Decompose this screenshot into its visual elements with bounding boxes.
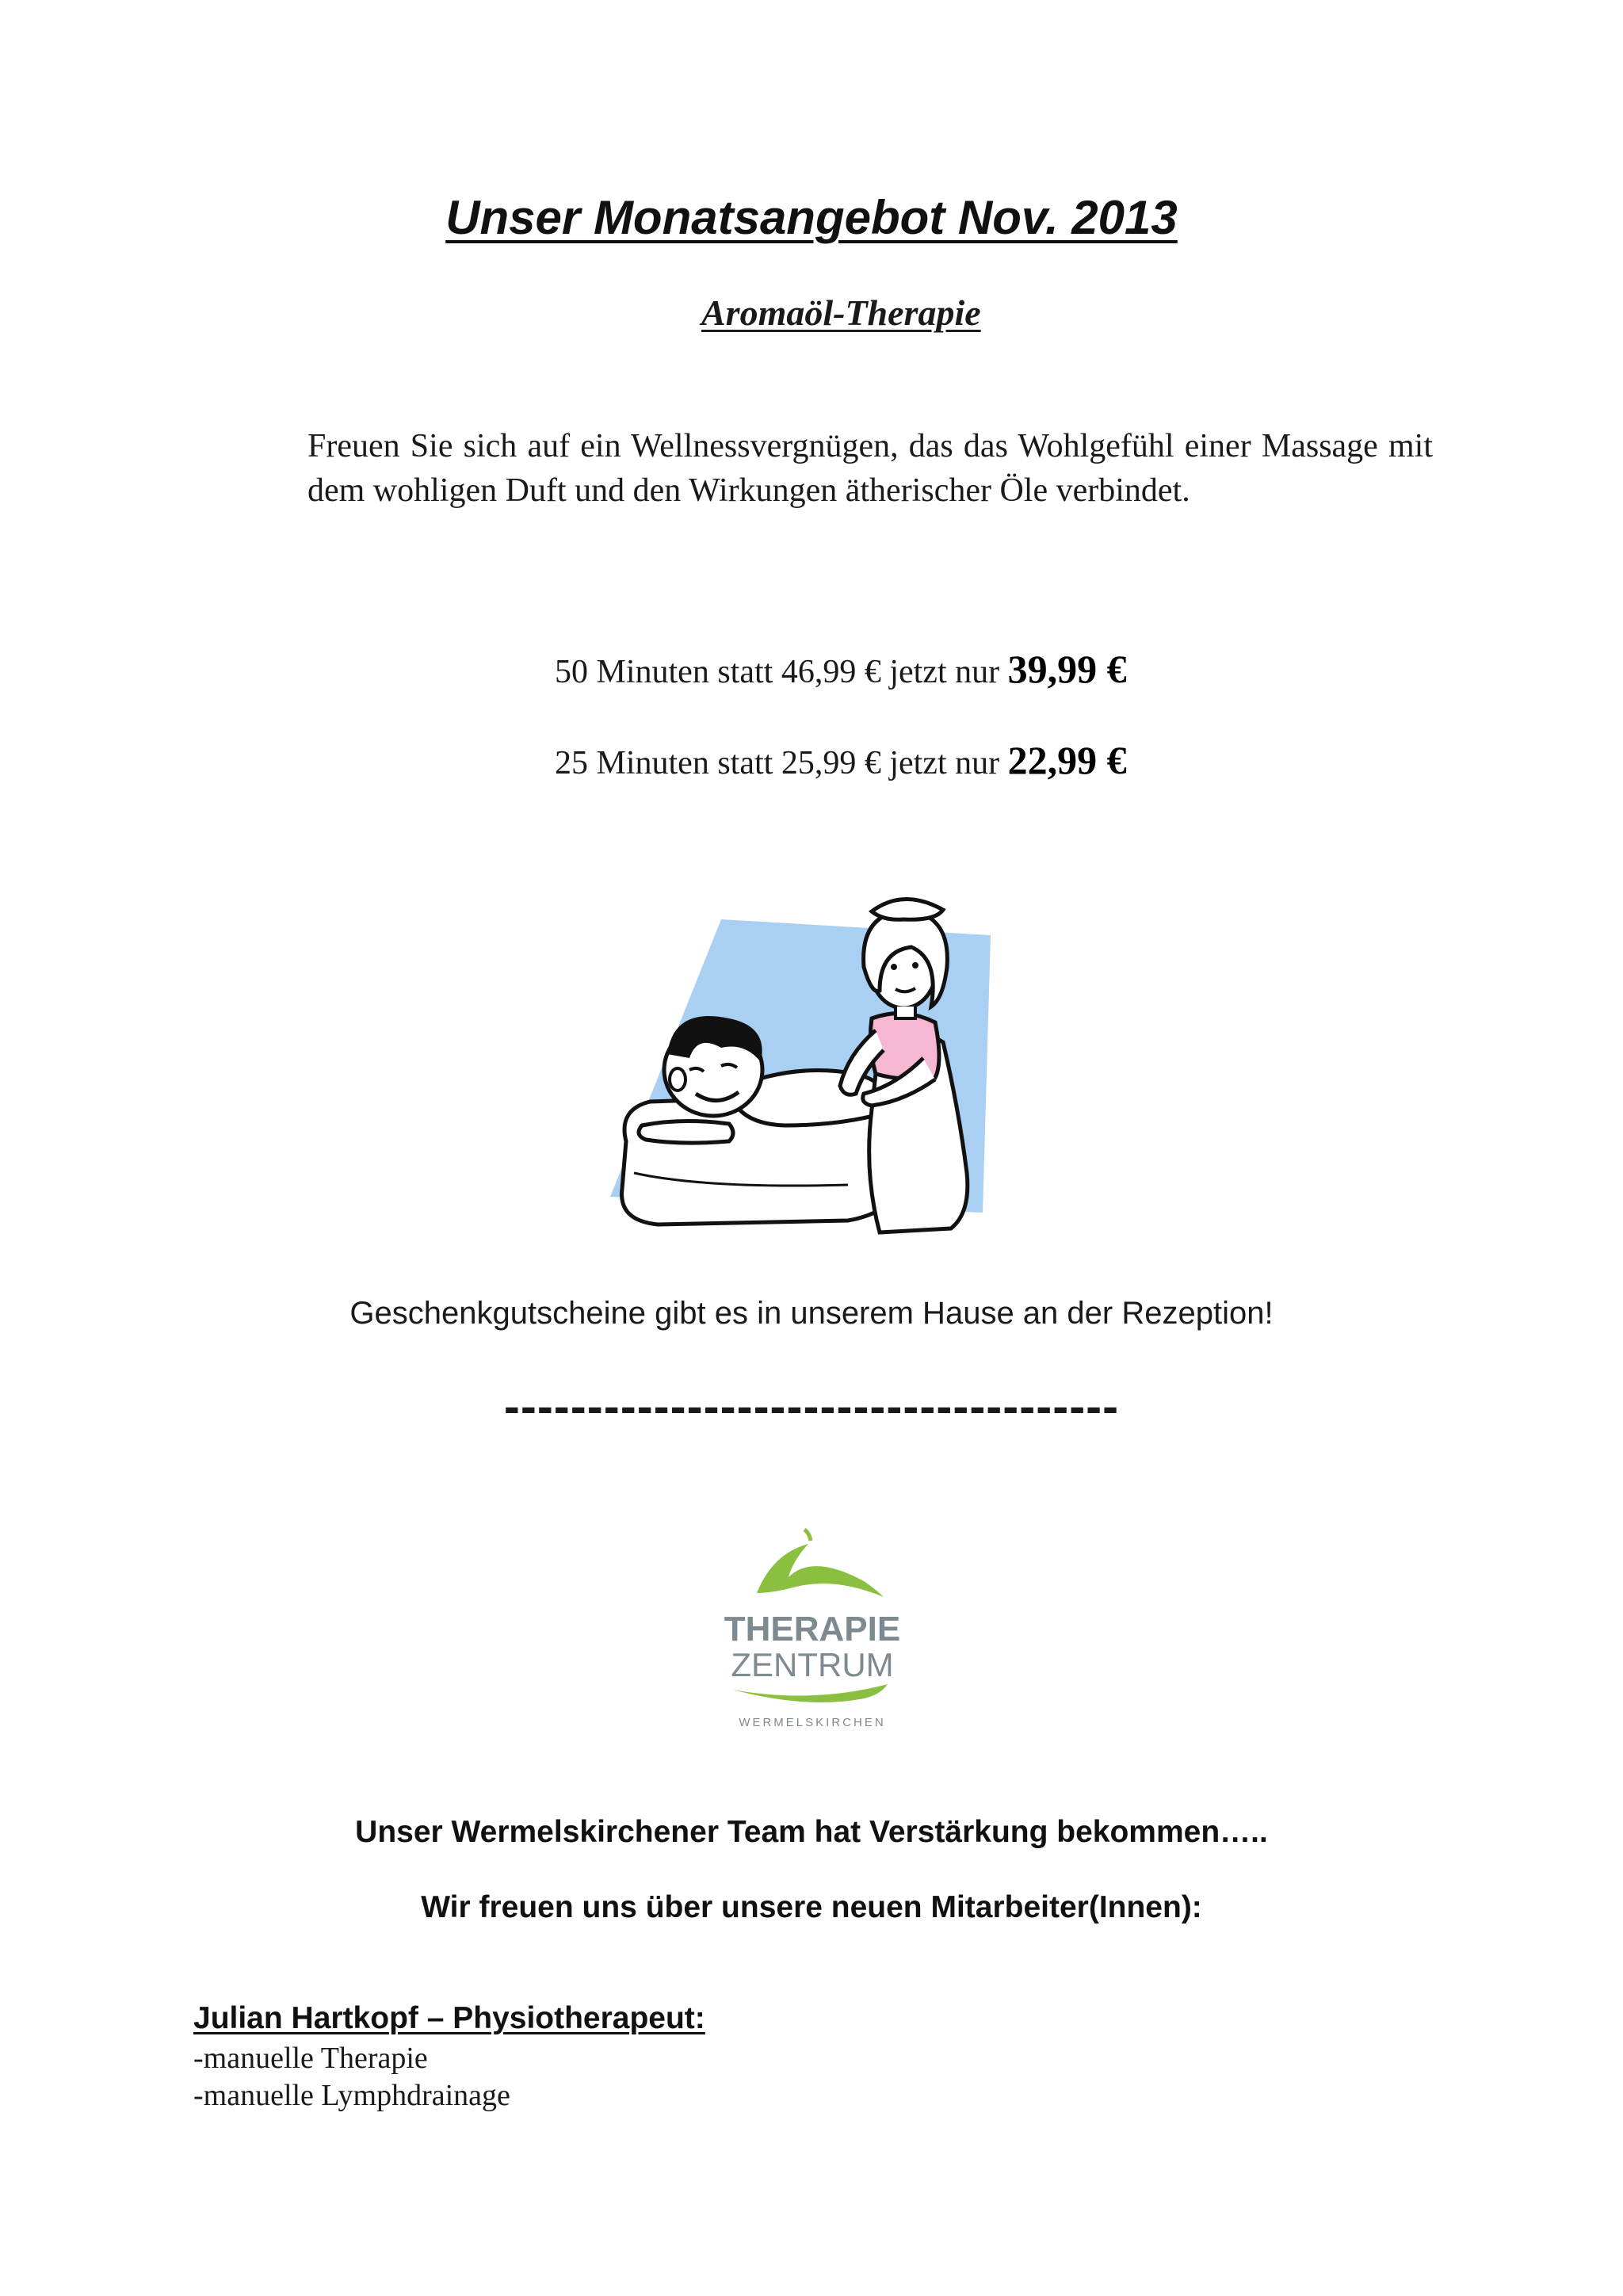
staff-skill: -manuelle Therapie	[193, 2042, 428, 2075]
price-line-50	[555, 646, 1127, 692]
staff-skill: -manuelle Lymphdrainage	[193, 2079, 510, 2112]
therapie-zentrum-logo	[717, 1522, 907, 1752]
team-headline: Unser Wermelskirchener Team hat Verstärkung bekommen…..	[355, 1815, 1268, 1849]
logo-line-1: THERAPIE	[724, 1610, 901, 1648]
price-line-text: 50 Minuten statt 46,99 € jetzt nur	[555, 654, 1008, 690]
price-line-text: 25 Minuten statt 25,99 € jetzt nur	[555, 745, 1008, 781]
offer-description: Freuen Sie sich auf ein Wellnessvergnügen, das das Wohlgefühl einer Massage mit dem wohligen Duft und den Wirkungen ätherischer Öle verbindet.	[307, 428, 1433, 509]
logo-line-3: WERMELSKIRCHEN	[739, 1716, 886, 1729]
dashed-divider: -------------------------------------	[503, 1380, 1120, 1433]
price-value: 39,99 €	[1007, 647, 1127, 691]
price-value: 22,99 €	[1007, 738, 1127, 782]
page-title: Unser Monatsangebot Nov. 2013	[445, 191, 1178, 244]
offer-subtitle: Aromaöl-Therapie	[701, 292, 981, 333]
price-line-25	[555, 737, 1127, 783]
team-subheadline: Wir freuen uns über unsere neuen Mitarbeiter(Innen):	[421, 1890, 1202, 1924]
massage-illustration	[610, 872, 1022, 1252]
logo-line-2: ZENTRUM	[731, 1646, 894, 1683]
staff-name: Julian Hartkopf – Physiotherapeut:	[193, 2001, 705, 2035]
gift-voucher-note: Geschenkgutscheine gibt es in unserem Hause an der Rezeption!	[349, 1296, 1274, 1331]
